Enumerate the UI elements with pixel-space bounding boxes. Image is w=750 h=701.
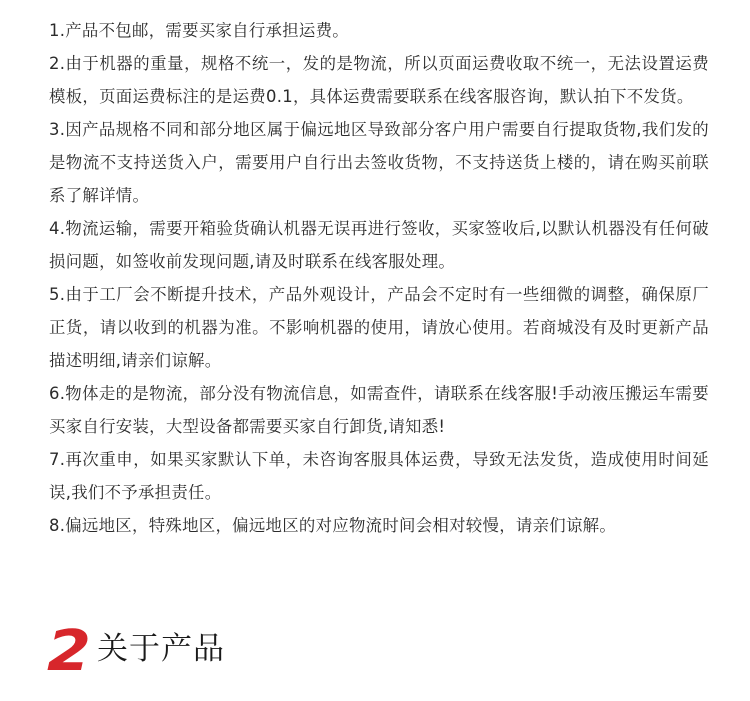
section-title: 关于产品 bbox=[97, 631, 225, 667]
notice-item-4: 4.物流运输，需要开箱验货确认机器无误再进行签收，买家签收后,以默认机器没有任何破损问题，如签收前发现问题,请及时联系在线客服处理。 bbox=[49, 219, 709, 271]
notice-item-1: 1.产品不包邮，需要买家自行承担运费。 bbox=[49, 21, 349, 40]
truncated-text-line bbox=[49, 689, 709, 701]
notice-item-3: 3.因产品规格不同和部分地区属于偏远地区导致部分客户用户需要自行提取货物,我们发的是物流不支持送货入户，需要用户自行出去签收货物，不支持送货上楼的，请在购买前联系了解详情。 bbox=[49, 120, 709, 205]
notice-list bbox=[49, 14, 709, 542]
section-header bbox=[46, 624, 225, 674]
notice-item-8: 8.偏远地区，特殊地区，偏远地区的对应物流时间会相对较慢，请亲们谅解。 bbox=[49, 516, 617, 535]
notice-item-6: 6.物体走的是物流，部分没有物流信息，如需查件，请联系在线客服!手动液压搬运车需要买家自行安装，大型设备都需要买家自行卸货,请知悉! bbox=[49, 384, 709, 436]
section-number: 2 bbox=[47, 625, 91, 673]
notice-item-5: 5.由于工厂会不断提升技术，产品外观设计，产品会不定时有一些细微的调整，确保原厂正货，请以收到的机器为准。不影响机器的使用，请放心使用。若商城没有及时更新产品描述明细,请亲们谅解。 bbox=[49, 285, 709, 370]
notice-item-7: 7.再次重申，如果买家默认下单，未咨询客服具体运费，导致无法发货，造成使用时间延误,我们不予承担责任。 bbox=[49, 450, 709, 502]
truncated-text-placeholder bbox=[49, 696, 54, 701]
section-number-icon bbox=[46, 625, 92, 673]
notice-item-2: 2.由于机器的重量，规格不统一，发的是物流，所以页面运费收取不统一，无法设置运费模板，页面运费标注的是运费0.1，具体运费需要联系在线客服咨询，默认拍下不发货。 bbox=[49, 54, 709, 106]
